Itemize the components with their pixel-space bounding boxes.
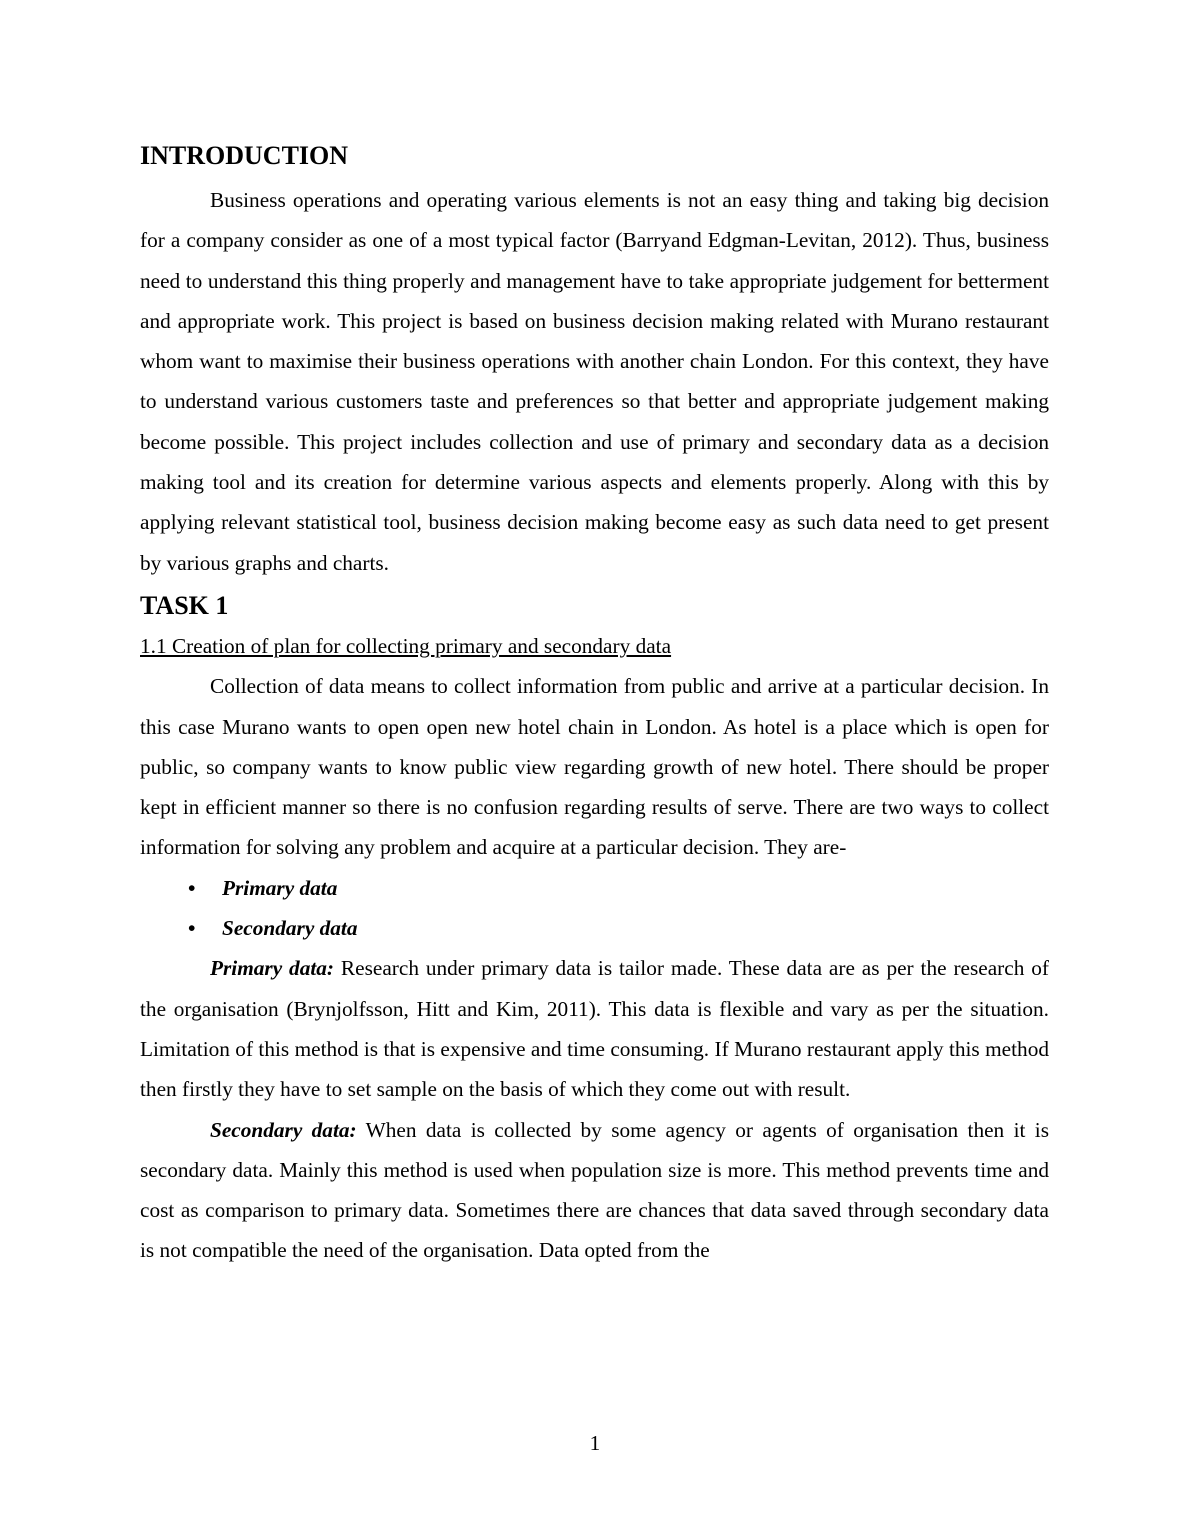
bullet-icon: • <box>188 916 196 941</box>
page-content <box>140 138 1049 1271</box>
data-types-list <box>140 868 1049 949</box>
primary-data-lead: Primary data: <box>210 956 335 981</box>
primary-data-text: Research under primary data is tailor made. These data are as per the research of the organisation (Brynjolfsson, Hitt and Kim, 2011). This data is flexible and vary as per the situation. Limitation of this method is that is expensive and time consuming. If Murano restaurant apply this method then firstly they have to set sample on the basis of which they come out with result. <box>140 956 1050 1102</box>
secondary-data-lead: Secondary data: <box>210 1117 357 1142</box>
list-item <box>140 908 1049 948</box>
list-item-label: Secondary data <box>222 916 358 941</box>
task1-paragraph: Collection of data means to collect information from public and arrive at a particular decision. In this case Murano wants to open open new hotel chain in London. As hotel is a place which is open for public, so company wants to know public view regarding growth of new hotel. There should be proper kept in efficient manner so there is no confusion regarding results of serve. There are two ways to collect information for solving any problem and acquire at a particular decision. They are- <box>140 674 1049 860</box>
task1-heading: TASK 1 <box>140 590 229 620</box>
task1-subheading: 1.1 Creation of plan for collecting primary and secondary data <box>140 633 672 658</box>
introduction-paragraph: Business operations and operating various elements is not an easy thing and taking big decision for a company consider as one of a most typical factor (Barryand Edgman-Levitan, 2012). Thus, business need to understand this thing properly and management have to take appropriate judgement for betterment and appropriate work. This project is based on business decision making related with Murano restaurant whom want to maximise their business operations with another chain London. For this context, they have to understand various customers taste and preferences so that better and appropriate judgement making become possible. This project includes collection and use of primary and secondary data as a decision making tool and its creation for determine various aspects and elements properly. Along with this by applying relevant statistical tool, business decision making become easy as such data need to get present by various graphs and charts. <box>140 188 1049 575</box>
page-number: 1 <box>589 1431 601 1455</box>
list-item <box>140 868 1049 908</box>
list-item-label: Primary data <box>222 875 338 900</box>
secondary-data-paragraph <box>140 1110 1049 1271</box>
bullet-icon: • <box>188 875 196 900</box>
secondary-data-text: When data is collected by some agency or agents of organisation then it is secondary data. Mainly this method is used when population size is more. This method prevents time and cost as comparison to primary data. Sometimes there are chances that data saved through secondary data is not compatible the need of the organisation. Data opted from the <box>140 1117 1049 1263</box>
introduction-heading: INTRODUCTION <box>140 141 349 170</box>
primary-data-paragraph <box>140 948 1049 1109</box>
